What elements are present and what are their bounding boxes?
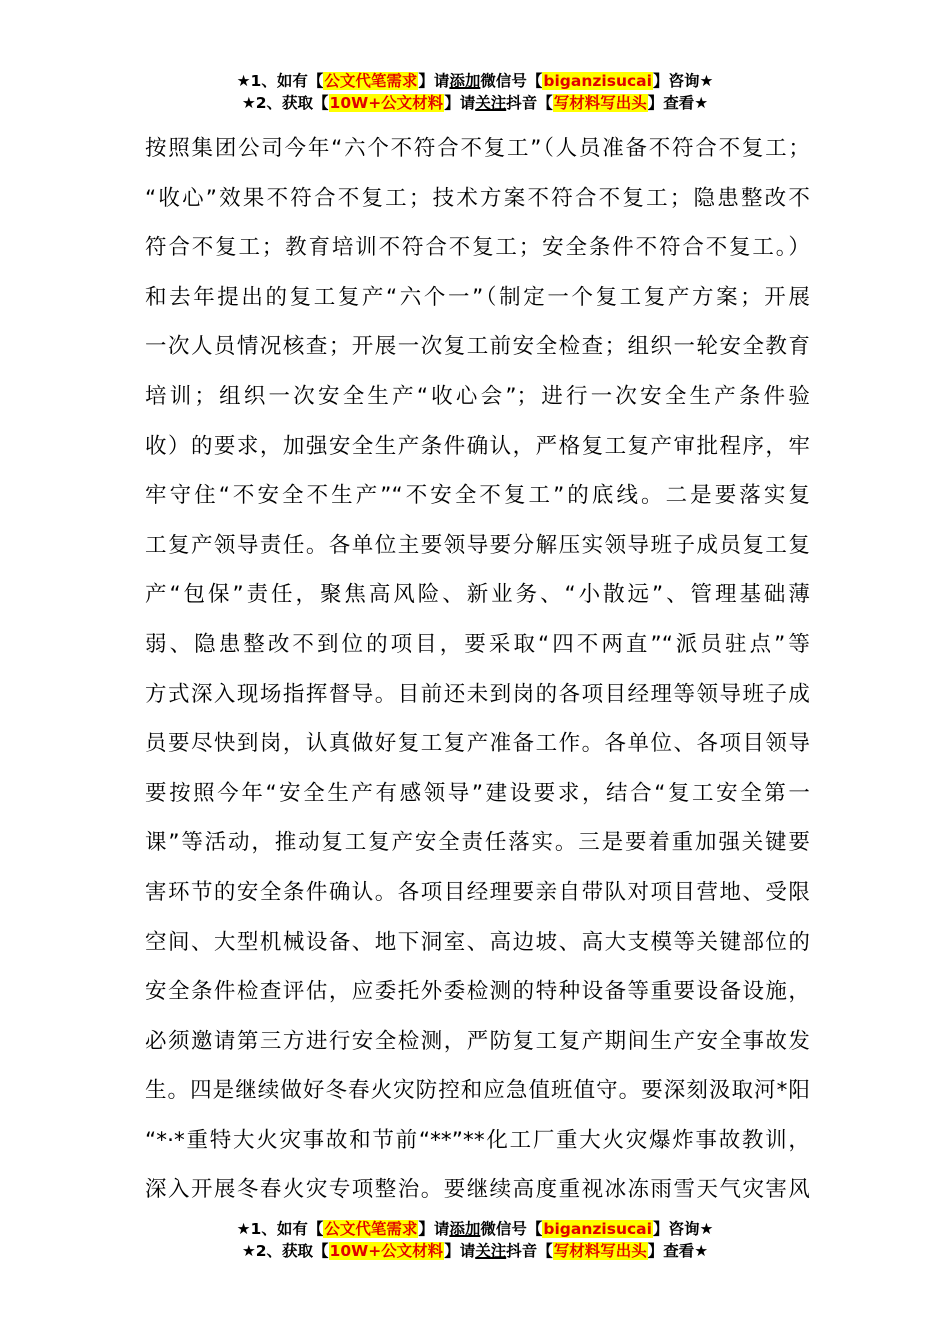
highlight-materials: 10W+公文材料 [329,1242,444,1260]
body-line: 必须邀请第三方进行安全检测，严防复工复产期间生产安全事故发 [145,1028,810,1054]
body-line: 培训；组织一次安全生产“收心会”；进行一次安全生产条件验 [145,383,810,409]
body-line: 弱、隐患整改不到位的项目，要采取“四不两直”“派员驻点”等 [145,631,810,657]
highlight-service: 公文代笔需求 [324,72,418,90]
banner-text: 】请 [418,1220,450,1238]
body-line: 安全条件检查评估，应委托外委检测的特种设备等重要设备设施， [145,979,810,1005]
body-line: 要按照今年“安全生产有感领导”建设要求，结合“复工安全第一 [145,780,810,806]
banner-text: 微信号【 [480,1220,543,1238]
banner-suffix: 】查看★ [647,1242,709,1260]
highlight-wechat-id: biganzisucai [543,72,652,90]
banner-suffix: 】咨询★ [652,72,714,90]
footer-banner [0,1218,950,1262]
body-line: 工复产领导责任。各单位主要领导要分解压实领导班子成员复工复 [145,532,810,558]
underlined-word: 关注 [475,1242,507,1260]
underlined-word: 添加 [449,1220,481,1238]
body-line: 空间、大型机械设备、地下洞室、高边坡、高大支模等关键部位的 [145,929,810,955]
banner-text: 】请 [444,1242,476,1260]
banner-text: 】请 [418,72,450,90]
highlight-service: 公文代笔需求 [324,1220,418,1238]
body-line: 一次人员情况核查；开展一次复工前安全检查；组织一轮安全教育 [145,334,810,360]
body-line: 课”等活动，推动复工复产安全责任落实。三是要着重加强关键要 [145,830,810,856]
body-line: 生。四是继续做好冬春火灾防控和应急值班值守。要深刻汲取河*阳 [145,1078,810,1104]
banner-prefix: ★2、获取【 [241,94,329,112]
body-line: 产“包保”责任，聚焦高风险、新业务、“小散远”、管理基础薄 [145,582,810,608]
header-banner [0,70,950,114]
banner-suffix: 】咨询★ [652,1220,714,1238]
underlined-word: 添加 [449,72,481,90]
body-line: 员要尽快到岗，认真做好复工复产准备工作。各单位、各项目领导 [145,731,810,757]
banner-text: 】请 [444,94,476,112]
banner-line-2 [0,92,950,114]
banner-text: 微信号【 [480,72,543,90]
banner-suffix: 】查看★ [647,94,709,112]
highlight-douyin-account: 写材料写出头 [553,1242,647,1260]
banner-text: 抖音【 [506,1242,553,1260]
underlined-word: 关注 [475,94,507,112]
body-line: 深入开展冬春火灾专项整治。要继续高度重视冰冻雨雪天气灾害风 [145,1177,810,1203]
body-line: “*·*重特大火灾事故和节前“**”**化工厂重大火灾爆炸事故教训， [145,1127,810,1153]
body-line: 收）的要求，加强安全生产条件确认，严格复工复产审批程序，牢 [145,433,810,459]
document-body [145,124,810,1215]
body-line: 方式深入现场指挥督导。目前还未到岗的各项目经理等领导班子成 [145,681,810,707]
banner-text: 抖音【 [506,94,553,112]
banner-line-1 [0,1218,950,1240]
body-line: 牢守住“不安全不生产”“不安全不复工”的底线。二是要落实复 [145,483,810,509]
banner-prefix: ★2、获取【 [241,1242,329,1260]
banner-prefix: ★1、如有【 [236,1220,324,1238]
banner-line-2 [0,1240,950,1262]
banner-line-1 [0,70,950,92]
highlight-wechat-id: biganzisucai [543,1220,652,1238]
highlight-douyin-account: 写材料写出头 [553,94,647,112]
body-line: 害环节的安全条件确认。各项目经理要亲自带队对项目营地、受限 [145,879,810,905]
banner-prefix: ★1、如有【 [236,72,324,90]
body-line: 按照集团公司今年“六个不符合不复工”（人员准备不符合不复工； [145,136,810,161]
highlight-materials: 10W+公文材料 [329,94,444,112]
body-line: “收心”效果不符合不复工；技术方案不符合不复工；隐患整改不 [145,185,810,211]
body-line: 符合不复工；教育培训不符合不复工；安全条件不符合不复工。） [145,235,810,261]
body-line: 和去年提出的复工复产“六个一”（制定一个复工复产方案；开展 [145,284,810,310]
